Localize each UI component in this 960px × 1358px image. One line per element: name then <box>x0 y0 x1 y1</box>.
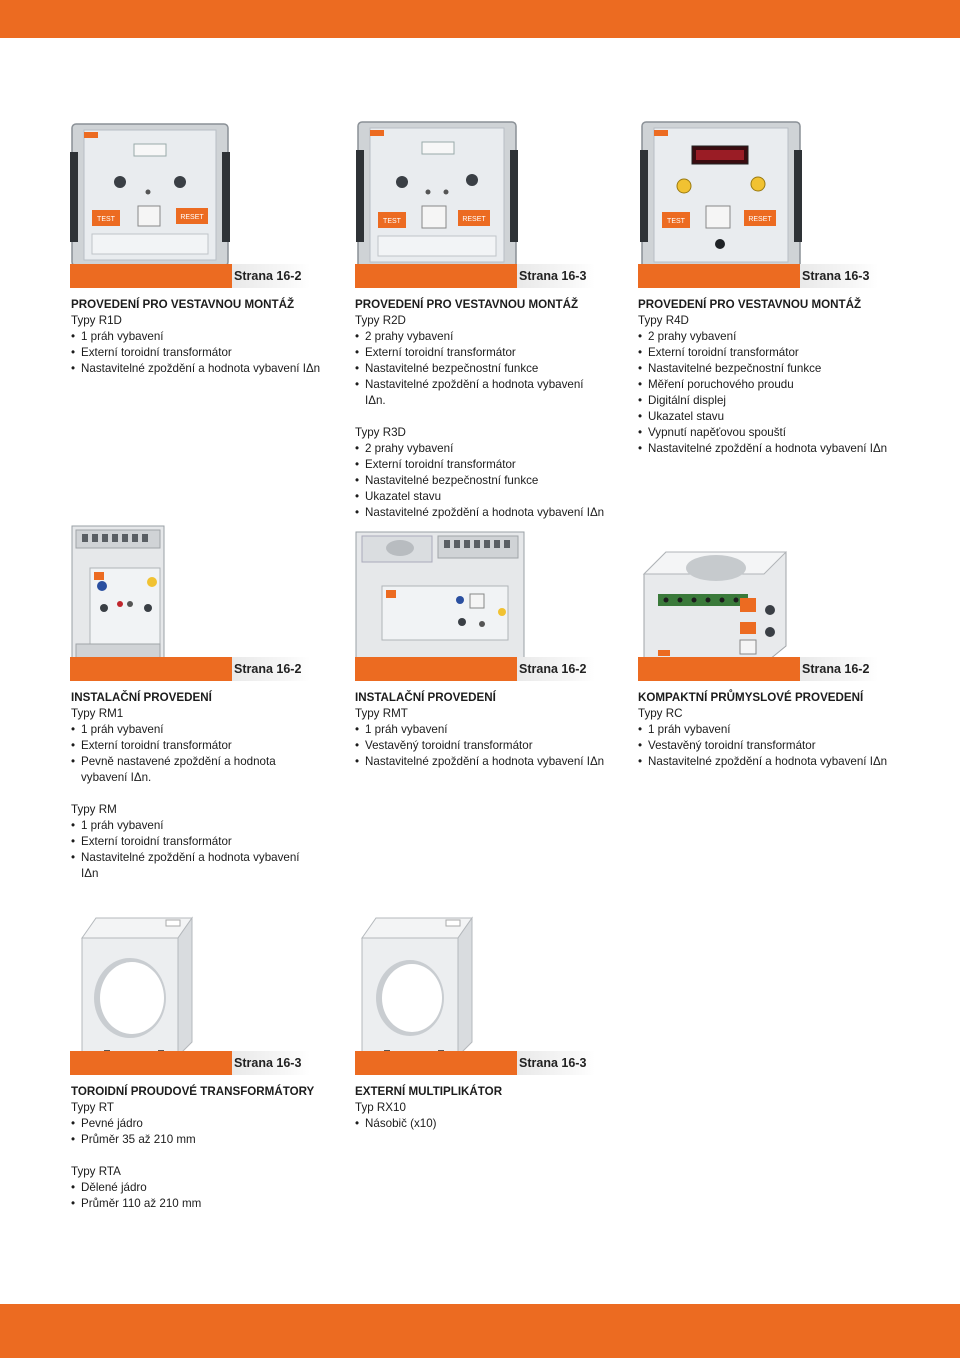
test-label: TEST <box>97 216 115 223</box>
rx10-description <box>355 1084 605 1132</box>
section-heading: PROVEDENÍ PRO VESTAVNOU MONTÁŽ <box>638 298 862 311</box>
feature-item: • Průměr 110 až 210 mm <box>71 1196 321 1212</box>
type-name: Typ RX10 <box>355 1101 406 1114</box>
feature-item: • Nastavitelné bezpečnostní funkce <box>355 473 605 489</box>
rm1-description <box>71 690 311 882</box>
feature-item: • Digitální displej <box>638 393 888 409</box>
rt-description <box>71 1084 321 1212</box>
feature-item: • Pevně nastavené zpoždění a hodnota vybavení IΔn. <box>71 754 311 786</box>
feature-item: • Externí toroidní transformátor <box>355 457 605 473</box>
feature-item: • Průměr 35 až 210 mm <box>71 1132 321 1148</box>
feature-item: • Nastavitelné zpoždění a hodnota vybavení IΔn <box>638 441 888 457</box>
type-name: Typy RM1 <box>71 707 124 720</box>
r2d-page-strip <box>355 264 595 288</box>
section-heading: KOMPAKTNÍ PRŮMYSLOVÉ PROVEDENÍ <box>638 691 864 704</box>
rc-description <box>638 690 888 770</box>
feature-item: • Nastavitelné zpoždění a hodnota vybavení IΔn <box>71 850 311 882</box>
rm1-device-photo <box>68 524 168 664</box>
type-name: Typy RMT <box>355 707 408 720</box>
section-heading: EXTERNÍ MULTIPLIKÁTOR <box>355 1085 503 1098</box>
test-label: TEST <box>667 218 685 225</box>
page-ref: Strana 16-3 <box>234 1056 302 1070</box>
feature-item: • Dělené jádro <box>71 1180 321 1196</box>
feature-item: • Externí toroidní transformátor <box>71 738 311 754</box>
page-ref: Strana 16-3 <box>802 269 870 283</box>
bottom-accent-band <box>0 1304 960 1358</box>
page-ref: Strana 16-3 <box>519 269 587 283</box>
feature-item: • Ukazatel stavu <box>638 409 888 425</box>
type-name: Typy RC <box>638 707 683 720</box>
feature-item: • Externí toroidní transformátor <box>638 345 888 361</box>
type-name: Typy RM <box>71 803 117 816</box>
feature-item: • Nastavitelné zpoždění a hodnota vybavení IΔn <box>638 754 888 770</box>
rmt-device-photo <box>352 528 528 664</box>
feature-item: • Nastavitelné zpoždění a hodnota vybavení IΔn <box>71 361 321 377</box>
type-name: Typy R3D <box>355 426 406 439</box>
page-ref: Strana 16-2 <box>519 662 587 676</box>
feature-item: • 2 prahy vybavení <box>355 441 605 457</box>
feature-item: • Měření poruchového proudu <box>638 377 888 393</box>
type-name: Typy R4D <box>638 314 689 327</box>
feature-item: • 1 práh vybavení <box>71 818 311 834</box>
feature-item: • Vypnutí napěťovou spouští <box>638 425 888 441</box>
r2d-description <box>355 297 605 521</box>
section-heading: INSTALAČNÍ PROVEDENÍ <box>71 691 212 704</box>
rx10-multiplier-photo <box>356 914 476 1060</box>
feature-item: • Externí toroidní transformátor <box>71 345 321 361</box>
rc-device-photo <box>636 546 794 666</box>
section-heading: TOROIDNÍ PROUDOVÉ TRANSFORMÁTORY <box>71 1085 315 1098</box>
reset-label: RESET <box>748 216 772 223</box>
feature-item: • 1 práh vybavení <box>71 722 311 738</box>
reset-label: RESET <box>462 216 486 223</box>
r2d-device-photo <box>356 120 518 270</box>
r1d-page-strip <box>70 264 310 288</box>
section-heading: INSTALAČNÍ PROVEDENÍ <box>355 691 496 704</box>
page-ref: Strana 16-2 <box>234 662 302 676</box>
top-accent-band <box>0 0 960 38</box>
section-heading: PROVEDENÍ PRO VESTAVNOU MONTÁŽ <box>355 298 579 311</box>
feature-item: • Pevné jádro <box>71 1116 321 1132</box>
feature-item: • Ukazatel stavu <box>355 489 605 505</box>
feature-item: • 1 práh vybavení <box>638 722 888 738</box>
feature-item: • 2 prahy vybavení <box>638 329 888 345</box>
r4d-description <box>638 297 888 457</box>
type-name: Typy R2D <box>355 314 406 327</box>
feature-item: • 2 prahy vybavení <box>355 329 605 345</box>
reset-label: RESET <box>180 214 204 221</box>
r4d-device-photo <box>640 120 802 270</box>
rmt-description <box>355 690 605 770</box>
feature-item: • Vestavěný toroidní transformátor <box>355 738 605 754</box>
feature-item: • Nastavitelné zpoždění a hodnota vybavení IΔn <box>355 754 605 770</box>
feature-item: • Nastavitelné zpoždění a hodnota vybavení IΔn <box>355 505 605 521</box>
feature-item: • 1 práh vybavení <box>71 329 321 345</box>
rx10-page-strip <box>355 1051 595 1075</box>
page-ref: Strana 16-2 <box>234 269 302 283</box>
feature-item: • Násobič (x10) <box>355 1116 605 1132</box>
page-ref: Strana 16-3 <box>519 1056 587 1070</box>
type-name: Typy R1D <box>71 314 122 327</box>
test-label: TEST <box>383 218 401 225</box>
rc-page-strip <box>638 657 878 681</box>
feature-item: • Vestavěný toroidní transformátor <box>638 738 888 754</box>
feature-item: • Nastavitelné bezpečnostní funkce <box>355 361 605 377</box>
feature-item: • 1 práh vybavení <box>355 722 605 738</box>
feature-item: • Nastavitelné zpoždění a hodnota vybavení IΔn. <box>355 377 605 409</box>
r1d-description <box>71 297 321 377</box>
rm1-page-strip <box>70 657 310 681</box>
section-heading: PROVEDENÍ PRO VESTAVNOU MONTÁŽ <box>71 298 295 311</box>
r4d-page-strip <box>638 264 878 288</box>
rt-page-strip <box>70 1051 310 1075</box>
page-ref: Strana 16-2 <box>802 662 870 676</box>
feature-item: • Nastavitelné bezpečnostní funkce <box>638 361 888 377</box>
rt-transformer-photo <box>76 914 196 1060</box>
type-name: Typy RTA <box>71 1165 121 1178</box>
type-name: Typy RT <box>71 1101 114 1114</box>
rmt-page-strip <box>355 657 595 681</box>
feature-item: • Externí toroidní transformátor <box>355 345 605 361</box>
feature-item: • Externí toroidní transformátor <box>71 834 311 850</box>
r1d-device-photo <box>70 122 230 268</box>
